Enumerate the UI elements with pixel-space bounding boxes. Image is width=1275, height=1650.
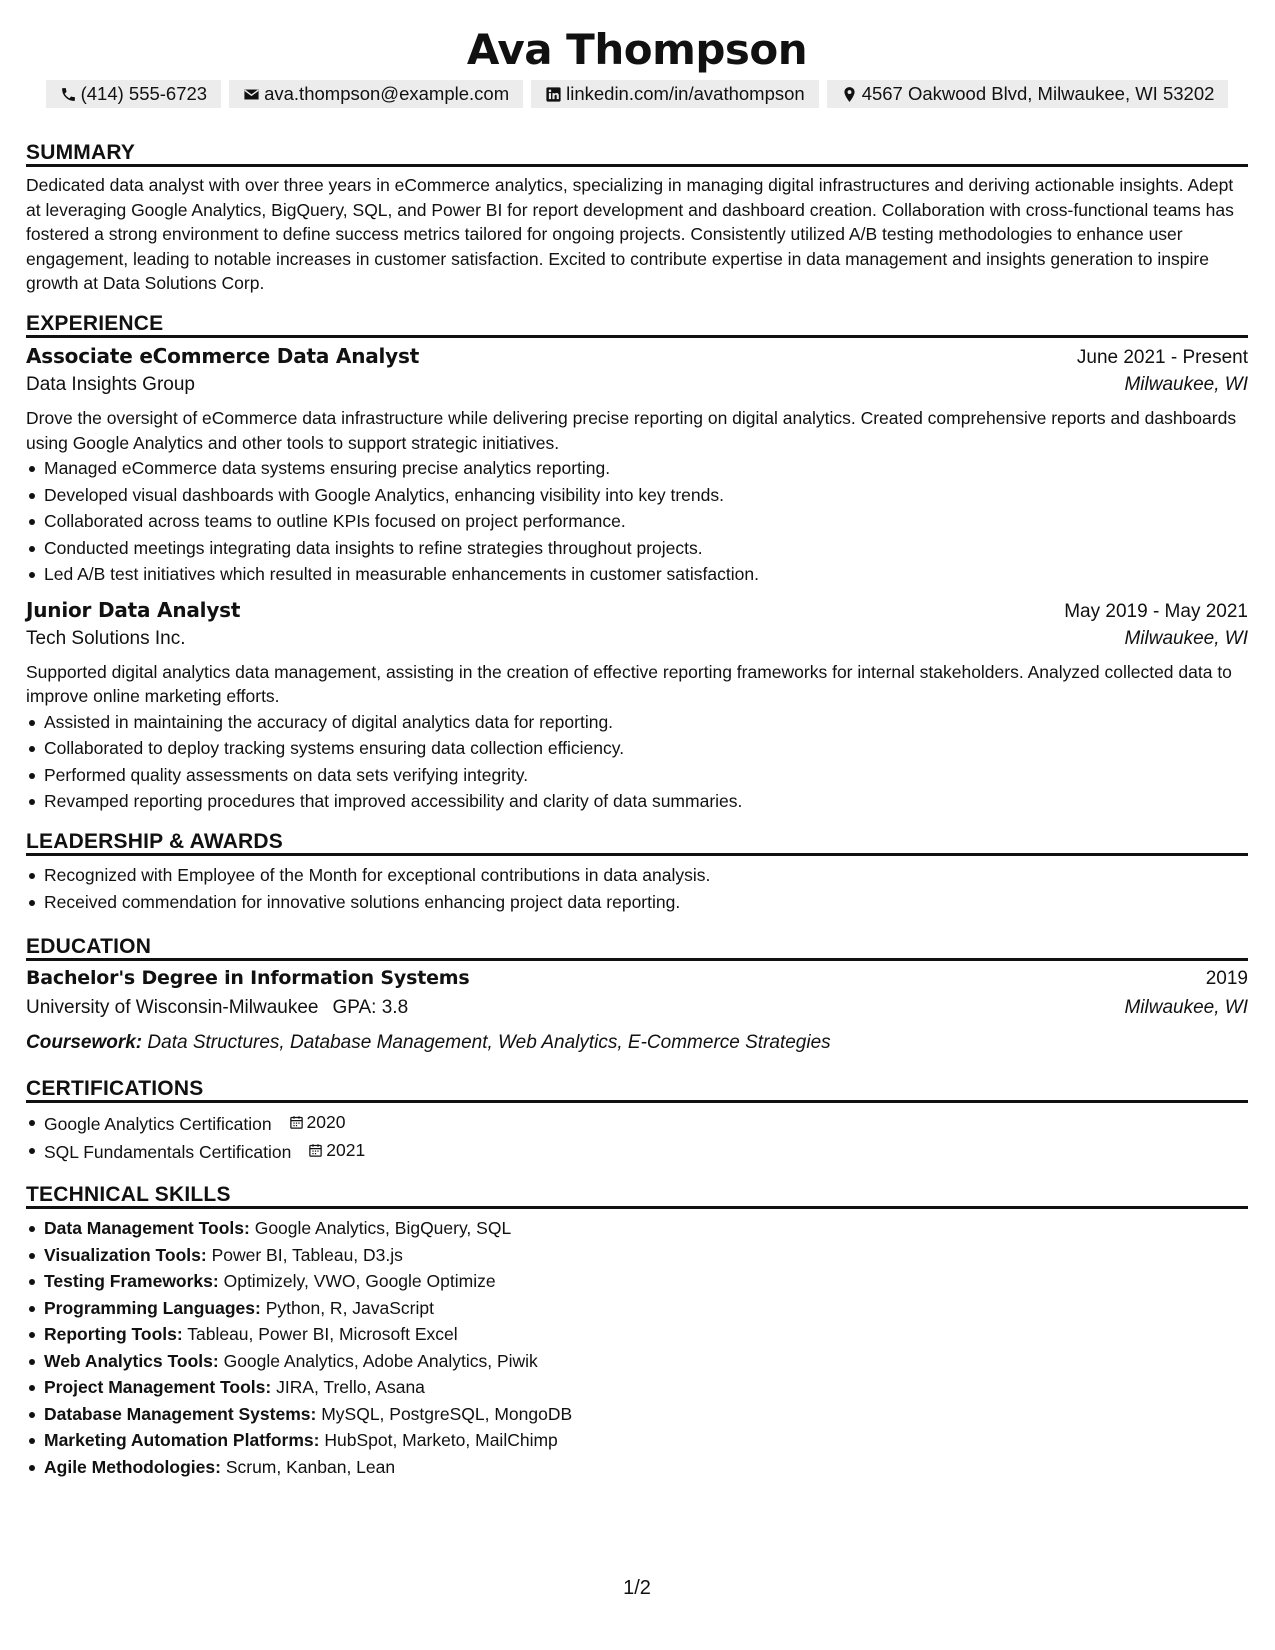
list-item: Conducted meetings integrating data insights to refine strategies throughout projects. [26, 535, 1248, 562]
list-item [26, 1242, 1248, 1269]
job-company: Data Insights Group [26, 374, 195, 395]
skill-label: Marketing Automation Platforms: [44, 1430, 320, 1450]
summary-text: Dedicated data analyst with over three years in eCommerce analytics, specializing in managing digital infrastructures and deriving actionable insights. Adept at leveraging Google Analytics, BigQuery, SQL, and Power BI for report development and dashboard creation. Collaboration with cross-functional teams has fostered a strong environment to define success metrics tailored for ongoing projects. Consistently utilized A/B testing methodologies to enhance user engagement, leading to notable increases in customer satisfaction. Excited to contribute expertise in data management and insights generation to inspire growth at Data Solutions Corp. [26, 175, 1234, 293]
list-item [26, 1295, 1248, 1322]
skill-label: Reporting Tools: [44, 1324, 183, 1344]
skill-value: Optimizely, VWO, Google Optimize [223, 1271, 496, 1291]
cert-year: 2021 [326, 1140, 366, 1161]
job-dates: June 2021 - Present [1076, 347, 1248, 368]
list-item [26, 1374, 1248, 1401]
calendar-icon [289, 1115, 304, 1130]
list-item [26, 1401, 1248, 1428]
skill-value: HubSpot, Marketo, MailChimp [324, 1430, 558, 1450]
graduation-year: 2019 [1205, 968, 1248, 989]
cert-name: Google Analytics Certification [44, 1113, 272, 1134]
page-number: 1/2 [623, 1577, 651, 1599]
job-location: Milwaukee, WI [1124, 374, 1248, 395]
contact-linkedin[interactable] [531, 80, 819, 108]
certifications-section [26, 1075, 1248, 1166]
leadership-heading: LEADERSHIP & AWARDS [26, 828, 1248, 856]
cert-name: SQL Fundamentals Certification [44, 1142, 292, 1162]
list-item: Led A/B test initiatives which resulted in measurable enhancements in customer satisfaction. [26, 561, 1248, 588]
leadership-section [26, 828, 1248, 915]
summary-heading: SUMMARY [26, 139, 1248, 167]
list-item: Received commendation for innovative solutions enhancing project data reporting. [26, 889, 1248, 916]
candidate-name: Ava Thompson [466, 25, 808, 74]
school-name: University of Wisconsin-Milwaukee [26, 997, 319, 1018]
list-item [26, 1427, 1248, 1454]
job-location: Milwaukee, WI [1124, 627, 1248, 649]
skill-value: Tableau, Power BI, Microsoft Excel [187, 1324, 458, 1344]
school-location: Milwaukee, WI [1124, 997, 1248, 1018]
list-item: Collaborated across teams to outline KPIs focused on project performance. [26, 508, 1248, 535]
education-section [26, 933, 1248, 1057]
list-item [26, 1348, 1248, 1375]
school-name-line [26, 997, 408, 1019]
skill-value: Python, R, JavaScript [265, 1297, 434, 1318]
skill-value: MySQL, PostgreSQL, MongoDB [321, 1403, 573, 1424]
contact-phone-text: (414) 555-6723 [80, 83, 208, 104]
job-dates: May 2019 - May 2021 [1064, 600, 1248, 622]
linkedin-icon [545, 86, 562, 103]
phone-icon [60, 86, 77, 103]
job-description: Supported digital analytics data management, assisting in the creation of effective reporting frameworks for internal stakeholders. Analyzed collected data to improve online marketing efforts. [26, 661, 1232, 706]
list-item: Recognized with Employee of the Month for exceptional contributions in data analysis. [26, 862, 1248, 889]
contact-phone[interactable] [46, 80, 222, 108]
contact-email[interactable] [229, 80, 523, 108]
list-item [26, 1268, 1248, 1295]
list-item: Managed eCommerce data systems ensuring precise analytics reporting. [26, 455, 1248, 482]
skills-section [26, 1181, 1248, 1480]
list-item: Developed visual dashboards with Google Analytics, enhancing visibility into key trends. [26, 482, 1248, 509]
experience-section [26, 310, 1248, 815]
skill-label: Web Analytics Tools: [44, 1350, 219, 1371]
skill-label: Testing Frameworks: [44, 1271, 219, 1291]
skill-label: Project Management Tools: [44, 1377, 272, 1397]
job-title: Associate eCommerce Data Analyst [26, 344, 420, 368]
skills-list [26, 1215, 1248, 1480]
skill-label: Agile Methodologies: [44, 1456, 221, 1477]
job-description: Drove the oversight of eCommerce data infrastructure while delivering precise reporting on digital analytics. Created comprehensive reports and dashboards using Google Analytics and other tools to support strategic initiatives. [26, 408, 1237, 453]
list-item [26, 1215, 1248, 1242]
job-entry [26, 598, 1248, 815]
job-title: Junior Data Analyst [26, 597, 241, 622]
certifications-list [26, 1109, 1248, 1166]
skill-value: Power BI, Tableau, D3.js [211, 1244, 403, 1265]
list-item: Revamped reporting procedures that improved accessibility and clarity of data summaries. [26, 788, 1248, 815]
list-item: Assisted in maintaining the accuracy of digital analytics data for reporting. [26, 709, 1248, 736]
coursework-text: Data Structures, Database Management, Web Analytics, E-Commerce Strategies [147, 1032, 831, 1053]
skill-value: Scrum, Kanban, Lean [225, 1456, 396, 1477]
certifications-heading: CERTIFICATIONS [26, 1075, 1248, 1103]
calendar-icon [308, 1143, 323, 1158]
resume-page [26, 0, 1248, 1650]
envelope-icon [243, 86, 260, 103]
job-company: Tech Solutions Inc. [26, 627, 186, 649]
degree-title: Bachelor's Degree in Information Systems [26, 967, 470, 989]
list-item [26, 1454, 1248, 1481]
skill-value: JIRA, Trello, Asana [276, 1377, 425, 1397]
list-item: Performed quality assessments on data sets verifying integrity. [26, 762, 1248, 789]
skill-label: Data Management Tools: [44, 1218, 250, 1238]
education-heading: EDUCATION [26, 933, 1248, 961]
list-item [26, 1137, 1248, 1165]
skills-heading: TECHNICAL SKILLS [26, 1181, 1248, 1209]
list-item [26, 1321, 1248, 1348]
job-bullets [26, 455, 1248, 588]
skill-value: Google Analytics, BigQuery, SQL [254, 1218, 512, 1238]
gpa: GPA: 3.8 [332, 997, 409, 1018]
skill-label: Visualization Tools: [44, 1244, 207, 1265]
skill-label: Database Management Systems: [44, 1403, 317, 1424]
contact-bar [26, 80, 1248, 108]
list-item [26, 1109, 1248, 1137]
experience-heading: EXPERIENCE [26, 310, 1248, 338]
contact-address-text: 4567 Oakwood Blvd, Milwaukee, WI 53202 [861, 83, 1215, 104]
coursework-label: Coursework: [26, 1032, 143, 1053]
cert-year: 2020 [306, 1112, 346, 1132]
contact-email-text: ava.thompson@example.com [264, 83, 510, 104]
skill-value: Google Analytics, Adobe Analytics, Piwik [223, 1350, 538, 1371]
coursework-line [26, 1029, 1248, 1057]
job-entry [26, 344, 1248, 588]
contact-address [827, 80, 1229, 108]
skill-label: Programming Languages: [44, 1297, 261, 1318]
map-pin-icon [841, 86, 858, 103]
leadership-list [26, 862, 1248, 915]
summary-section [26, 139, 1248, 296]
job-bullets [26, 709, 1248, 815]
contact-linkedin-text: linkedin.com/in/avathompson [566, 83, 805, 104]
list-item: Collaborated to deploy tracking systems ensuring data collection efficiency. [26, 735, 1248, 762]
